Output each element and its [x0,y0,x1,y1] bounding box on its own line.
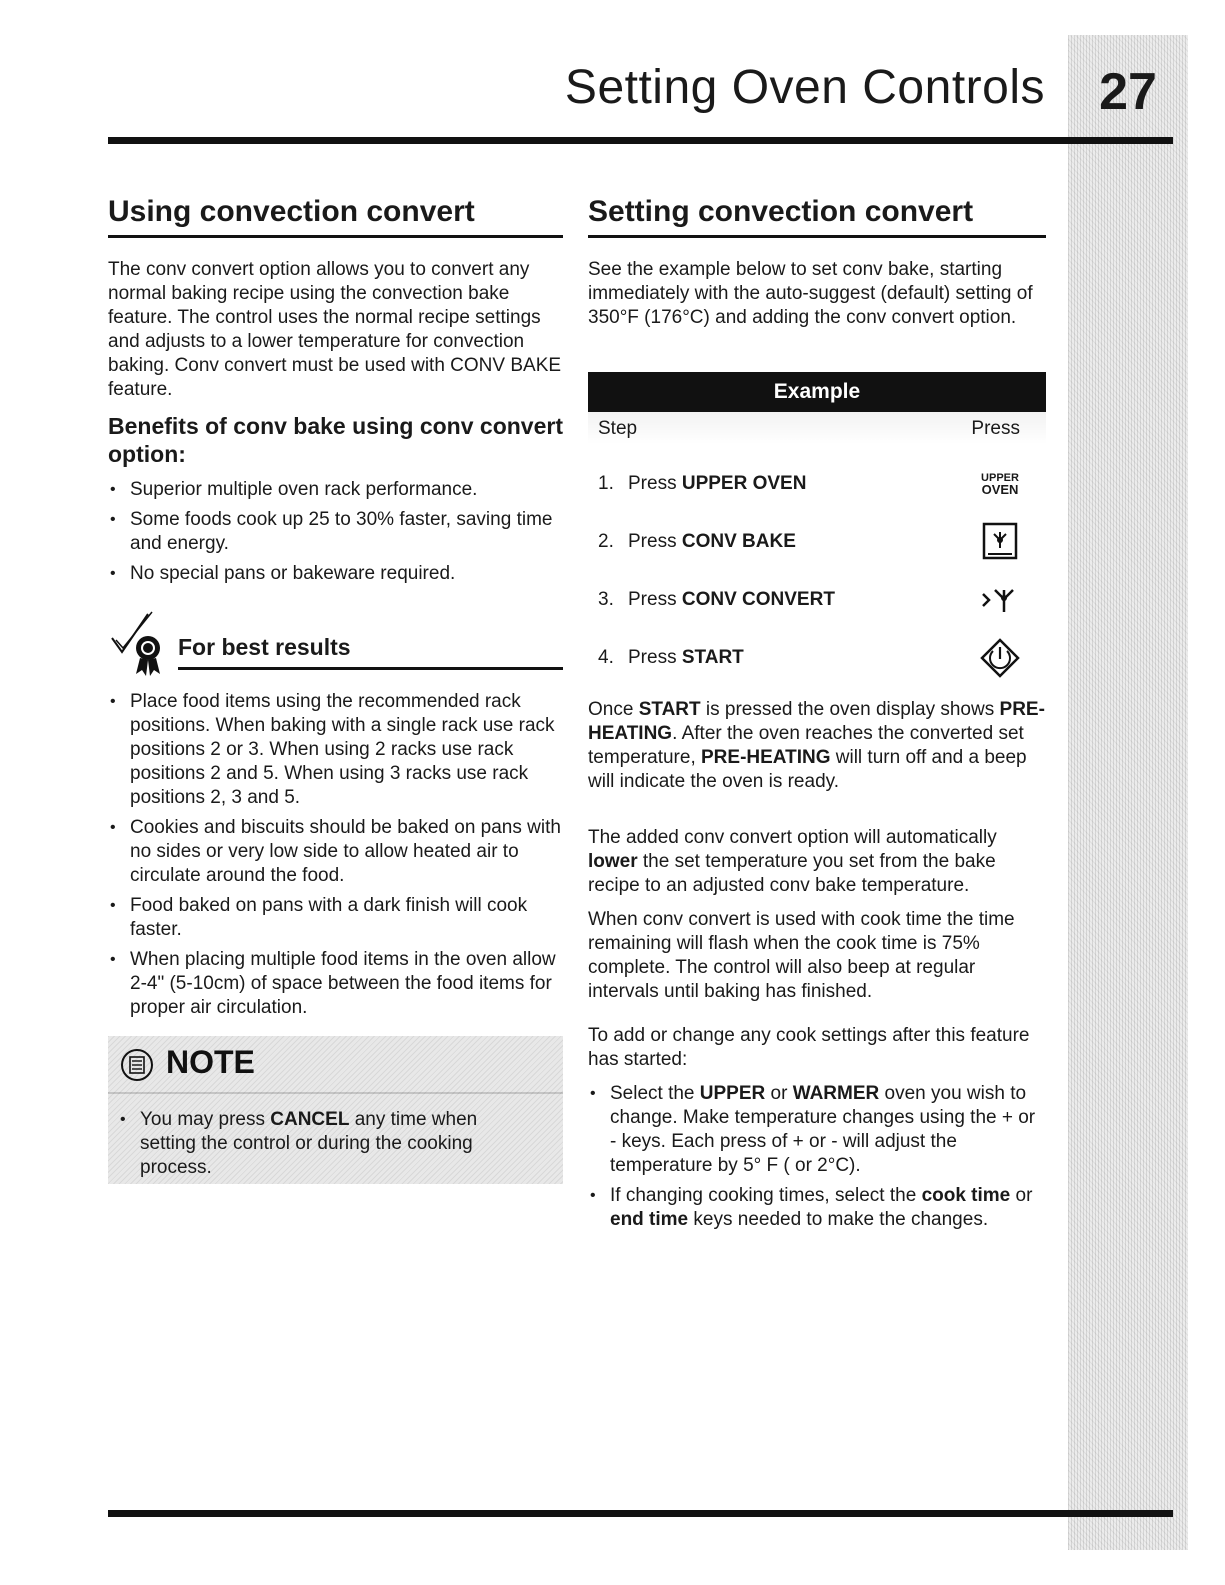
right-column [588,195,1046,1238]
right-intro-paragraph: See the example below to set conv bake, starting immediately with the auto-suggest (default) setting of 350°F (176°C) and adding the conv convert option. [588,259,1033,328]
section-title-setting-convection-convert: Setting convection convert [588,195,1046,238]
change-settings-list [588,1082,1046,1232]
table-row [588,466,1046,502]
table-row [588,524,1046,560]
benefits-heading: Benefits of conv bake using conv convert option: [108,413,563,467]
page-title: Setting Oven Controls [564,61,1045,114]
best-results-heading: For best results [178,634,563,670]
award-ribbon-icon [108,608,170,678]
upper-oven-key-icon: UPPER OVEN [981,472,1019,497]
list-item: • Place food items using the recommended rack positions. When baking with a single rack use rack positions 2 or 3. When using 2 racks use rack positions 2 and 5. When using 3 racks use rack positions 2, 3 and 5. [108,690,563,810]
press-column-header: Press [971,418,1020,439]
list-item: • No special pans or bakeware required. [108,562,563,586]
cook-time-paragraph: When conv convert is used with cook time the time remaining will flash when the cook time is 75% complete. The control will also beep at regular intervals until baking has finished. [588,909,1015,1002]
list-item: • Some foods cook up 25 to 30% faster, saving time and energy. [108,508,563,556]
section-title-using-convection-convert: Using convection convert [108,195,563,238]
top-divider [108,137,1173,144]
step-text: 3. Press CONV CONVERT [598,589,835,610]
note-heading: NOTE [166,1044,255,1080]
note-list [118,1108,533,1186]
best-results-header [108,608,563,680]
table-row [588,582,1046,618]
example-header: Example [588,372,1046,412]
list-item: • If changing cooking times, select the cook time or end time keys needed to make the changes. [588,1184,1046,1232]
step-text: 1. Press UPPER OVEN [598,473,807,494]
lower-temp-paragraph: The added conv convert option will automatically lower the set temperature you set from the bake recipe to an adjusted conv bake temperature. [588,827,997,896]
note-icon [120,1048,154,1082]
page-tab-strip [1068,35,1188,1550]
note-item: • You may press CANCEL any time when setting the control or during the cooking process. [118,1108,533,1180]
list-item: • Select the UPPER or WARMER oven you wish to change. Make temperature changes using the + or - keys. Each press of + or - will adjust the temperature by 5° F ( or 2°C). [588,1082,1046,1178]
conv-convert-key-icon [980,584,1020,616]
note-box [108,1036,563,1184]
page-number: 27 [1099,63,1157,121]
change-settings-paragraph: To add or change any cook settings after this feature has started: [588,1025,1030,1070]
start-key-icon [980,638,1020,678]
cancel-key-name: CANCEL [270,1109,350,1130]
benefits-list [108,478,563,586]
left-column [108,195,563,1184]
note-divider [108,1092,563,1094]
step-text: 2. Press CONV BAKE [598,531,796,552]
list-item: • Cookies and biscuits should be baked on pans with no sides or very low side to allow heated air to circulate around the food. [108,816,563,888]
example-column-headers [588,412,1046,444]
conv-bake-key-icon [982,522,1018,562]
list-item: • Food baked on pans with a dark finish will cook faster. [108,894,563,942]
step-text: 4. Press START [598,647,744,668]
best-results-list [108,690,563,1020]
step-column-header: Step [598,418,638,439]
example-table [588,372,1046,676]
table-row [588,640,1046,676]
list-item: • When placing multiple food items in the oven allow 2-4" (5-10cm) of space between the food items for proper air circulation. [108,948,563,1020]
list-item: • Superior multiple oven rack performance. [108,478,563,502]
left-intro-paragraph: The conv convert option allows you to convert any normal baking recipe using the convection bake feature. The control uses the normal recipe settings and adjusts to a lower temperature for convection baking. Conv convert must be used with CONV BAKE feature. [108,259,562,400]
preheat-paragraph: Once START is pressed the oven display shows PRE-HEATING. After the oven reaches the converted set temperature, PRE-HEATING will turn off and a beep will indicate the oven is ready. [588,699,1045,792]
bottom-divider [108,1510,1173,1517]
